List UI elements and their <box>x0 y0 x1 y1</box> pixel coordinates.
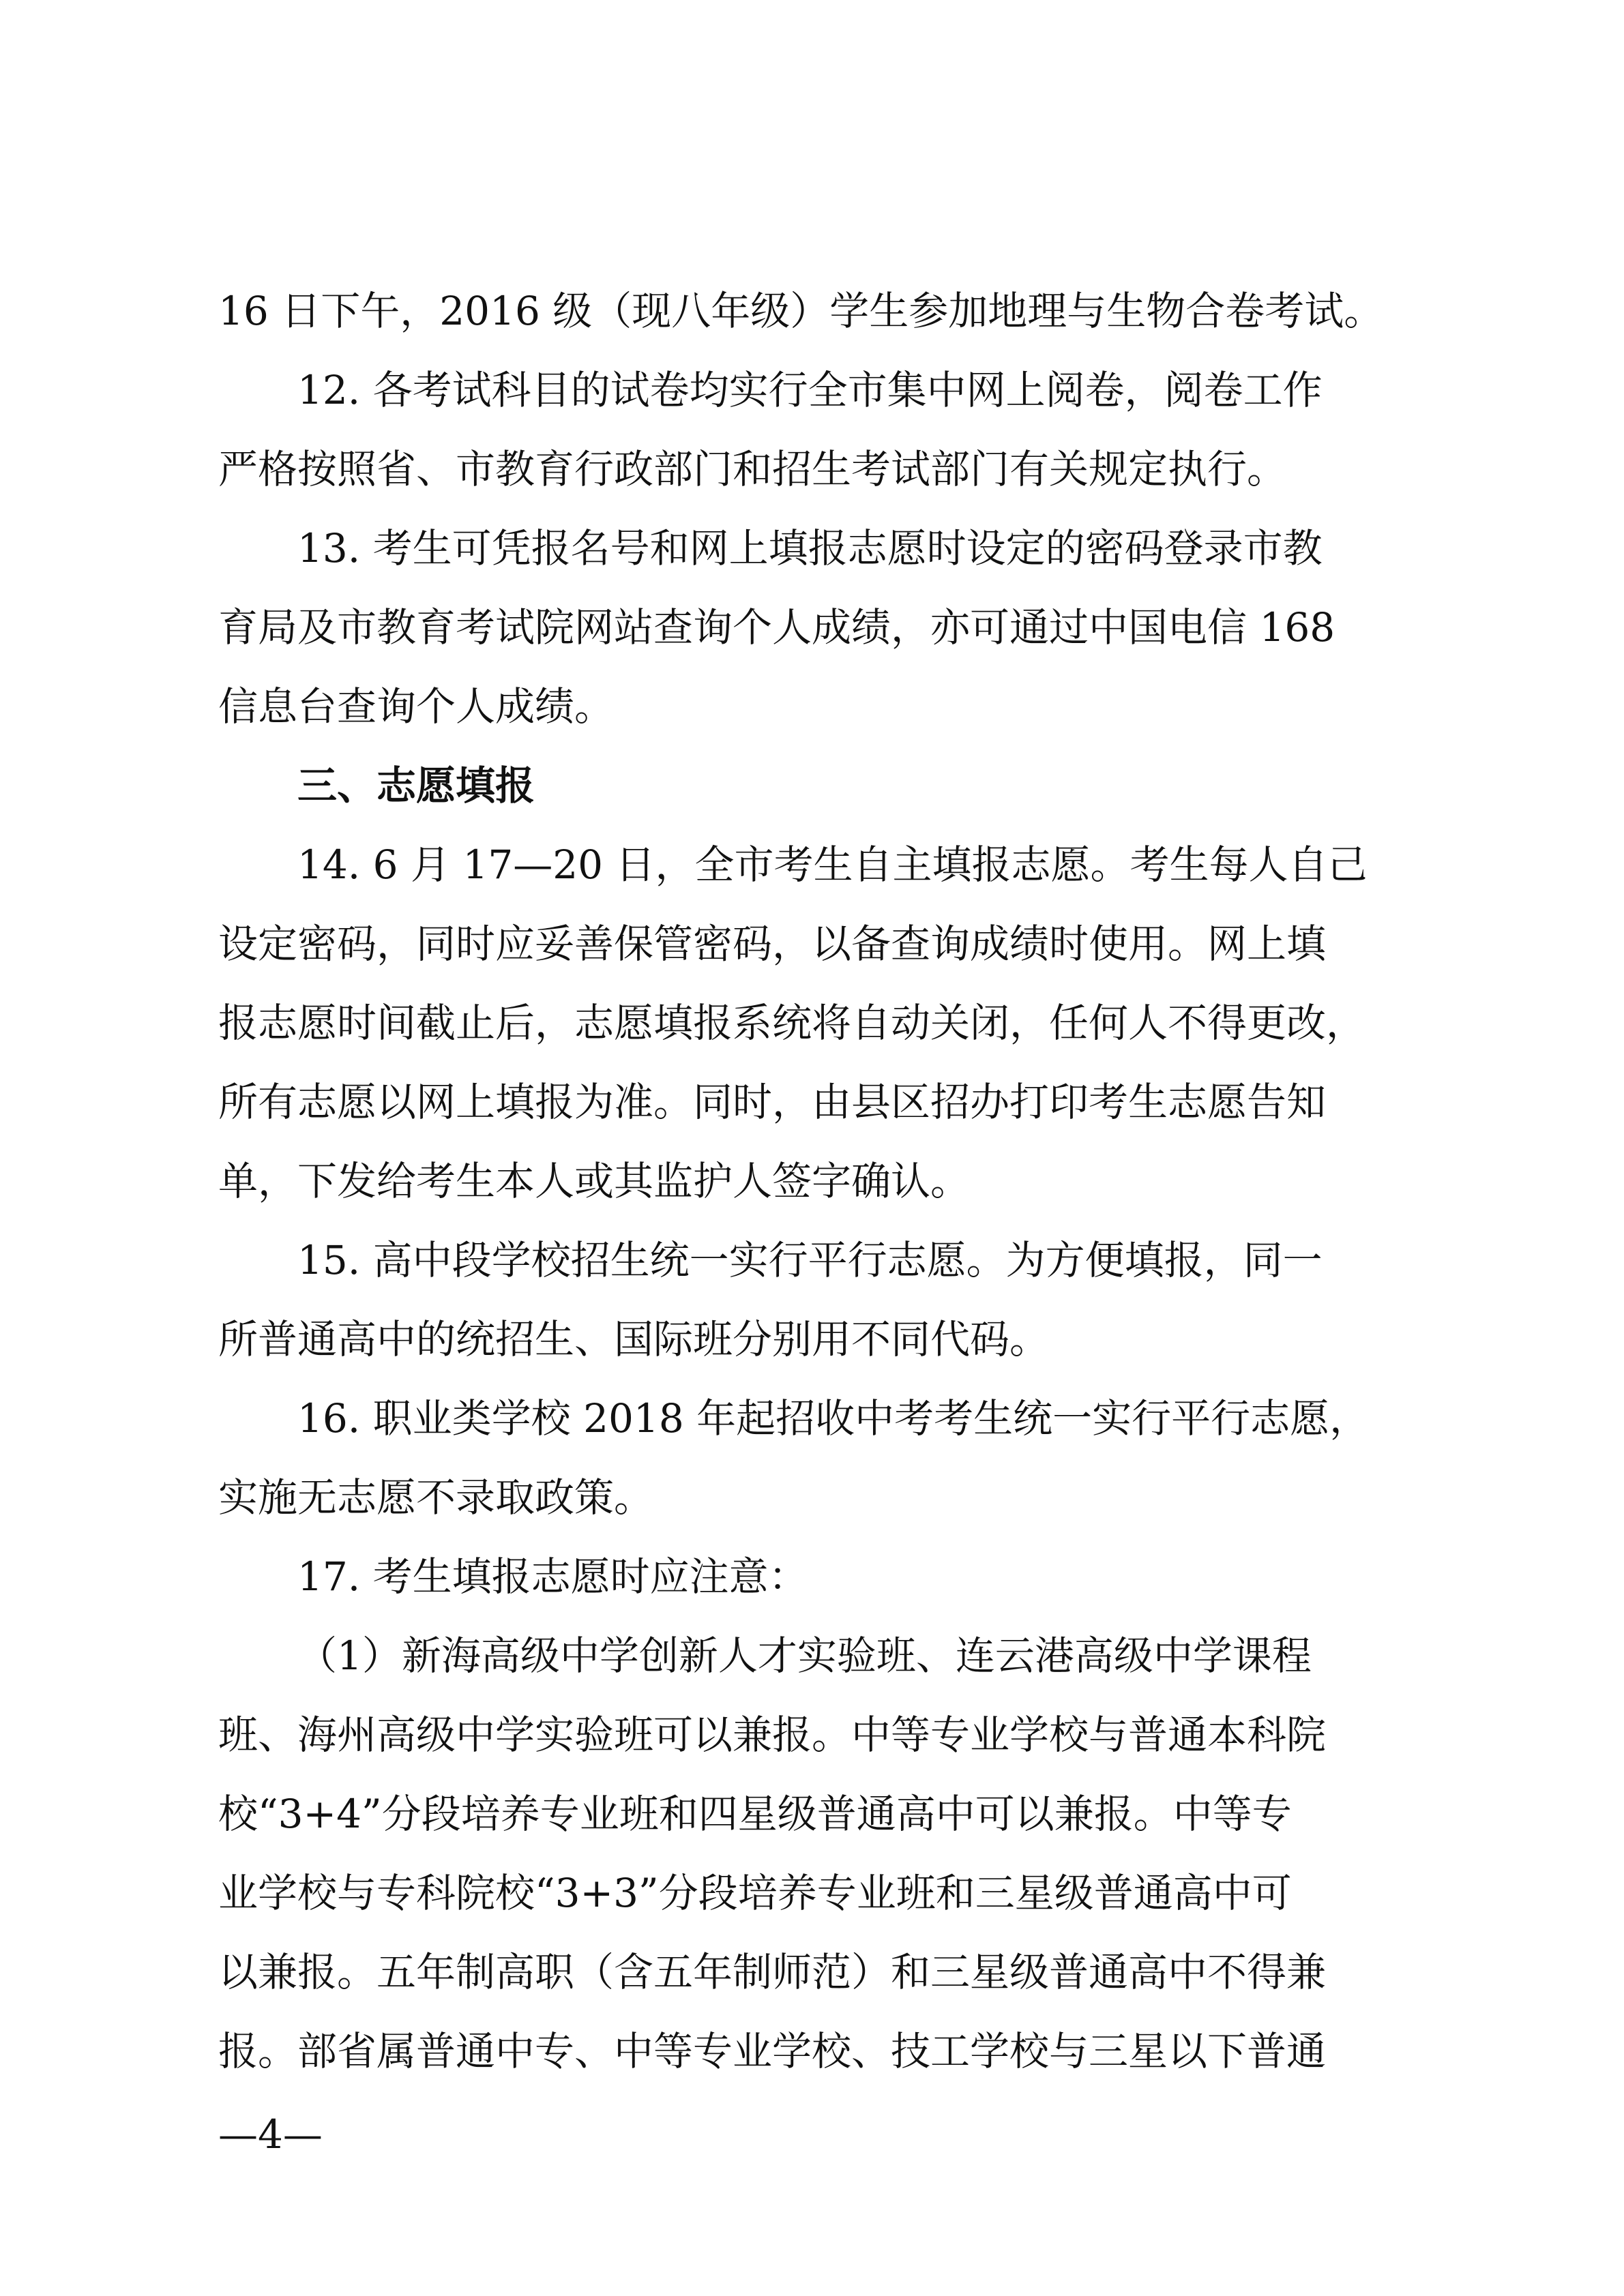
paragraph-17-item-1-line-1: （1）新海高级中学创新人才实验班、连云港高级中学课程 <box>297 1632 1312 1679</box>
paragraph-12-line-1: 12. 各考试科目的试卷均实行全市集中网上阅卷，阅卷工作 <box>297 367 1323 413</box>
paragraph-17-item-1-line-4: 业学校与专科院校“3+3”分段培养专业班和三星级普通高中可 <box>218 1870 1292 1916</box>
paragraph-12-line-2: 严格按照省、市教育行政部门和招生考试部门有关规定执行。 <box>218 446 1287 492</box>
paragraph-14-line-4: 所有志愿以网上填报为准。同时，由县区招办打印考生志愿告知 <box>218 1079 1327 1125</box>
section-heading: 三、志愿填报 <box>297 762 535 809</box>
paragraph-14-line-3: 报志愿时间截止后，志愿填报系统将自动关闭，任何人不得更改， <box>218 1000 1366 1046</box>
paragraph-13-line-2: 育局及市教育考试院网站查询个人成绩，亦可通过中国电信 168 <box>218 604 1335 651</box>
paragraph-16-line-2: 实施无志愿不录取政策。 <box>218 1474 654 1521</box>
paragraph-17-item-1-line-6: 报。部省属普通中专、中等专业学校、技工学校与三星以下普通 <box>218 2028 1327 2074</box>
paragraph-14-line-1: 14. 6 月 17—20 日，全市考生自主填报志愿。考生每人自己 <box>297 841 1368 888</box>
paragraph-16-line-1: 16. 职业类学校 2018 年起招收中考考生统一实行平行志愿， <box>297 1395 1370 1442</box>
paragraph-17-item-1-line-3: 校“3+4”分段培养专业班和四星级普通高中可以兼报。中等专 <box>218 1791 1292 1837</box>
paragraph-13-line-3: 信息台查询个人成绩。 <box>218 683 615 730</box>
paragraph-15-line-1: 15. 高中段学校招生统一实行平行志愿。为方便填报，同一 <box>297 1237 1323 1283</box>
paragraph-17-heading: 17. 考生填报志愿时应注意： <box>297 1553 808 1600</box>
paragraph-17-item-1-line-5: 以兼报。五年制高职（含五年制师范）和三星级普通高中不得兼 <box>218 1949 1327 1995</box>
page-number: —4— <box>218 2111 323 2158</box>
paragraph-17-item-1-line-2: 班、海州高级中学实验班可以兼报。中等专业学校与普通本科院 <box>218 1712 1327 1758</box>
paragraph-13-line-1: 13. 考生可凭报名号和网上填报志愿时设定的密码登录市教 <box>297 525 1323 571</box>
paragraph-14-line-2: 设定密码，同时应妥善保管密码，以备查询成绩时使用。网上填 <box>218 921 1327 967</box>
text-line-1: 16 日下午，2016 级（现八年级）学生参加地理与生物合卷考试。 <box>218 288 1384 334</box>
paragraph-14-line-5: 单，下发给考生本人或其监护人签字确认。 <box>218 1158 971 1204</box>
paragraph-15-line-2: 所普通高中的统招生、国际班分别用不同代码。 <box>218 1316 1050 1362</box>
